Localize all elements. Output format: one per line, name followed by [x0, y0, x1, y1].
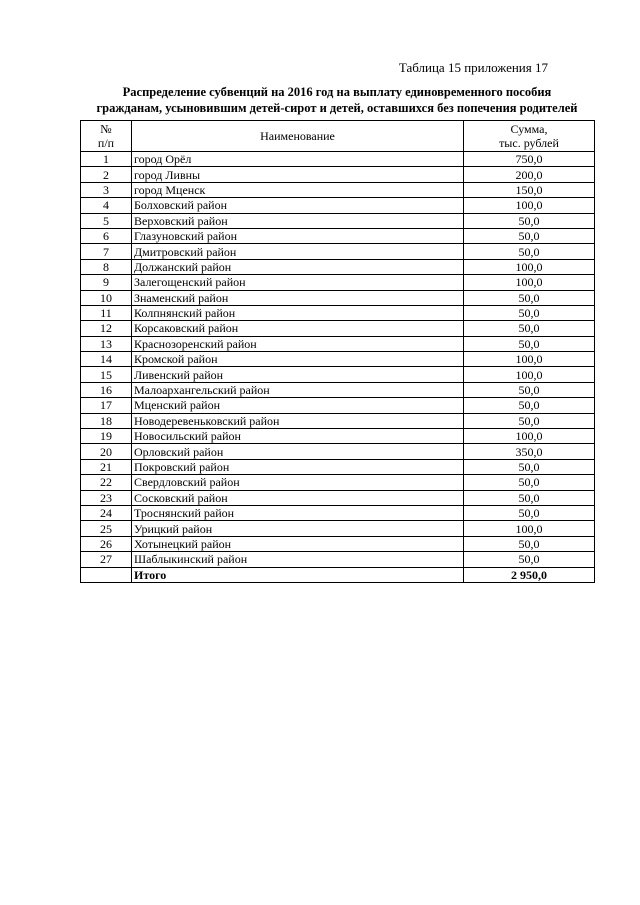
row-name: Шаблыкинский район [132, 552, 464, 567]
row-num: 4 [81, 198, 132, 213]
table-row [81, 275, 595, 290]
table-row [81, 167, 595, 182]
row-num: 24 [81, 505, 132, 520]
row-sum: 50,0 [464, 382, 595, 397]
row-sum: 50,0 [464, 336, 595, 351]
row-sum: 50,0 [464, 228, 595, 243]
row-name: Новодеревеньковский район [132, 413, 464, 428]
row-num: 22 [81, 475, 132, 490]
row-num: 2 [81, 167, 132, 182]
row-num: 26 [81, 536, 132, 551]
row-sum: 50,0 [464, 305, 595, 320]
row-num: 8 [81, 259, 132, 274]
table-row [81, 444, 595, 459]
row-name: Знаменский район [132, 290, 464, 305]
table-row [81, 228, 595, 243]
table-row [81, 505, 595, 520]
row-sum: 200,0 [464, 167, 595, 182]
row-sum: 100,0 [464, 367, 595, 382]
row-sum: 50,0 [464, 505, 595, 520]
table-row [81, 152, 595, 167]
row-name: Верховский район [132, 213, 464, 228]
table-row [81, 213, 595, 228]
table-row [81, 259, 595, 274]
header-sum-line-1: Сумма, [510, 122, 548, 136]
table-row [81, 413, 595, 428]
table-row [81, 459, 595, 474]
table-body [81, 152, 595, 583]
row-name: город Ливны [132, 167, 464, 182]
table-row [81, 321, 595, 336]
document-title [80, 84, 594, 116]
row-name: город Орёл [132, 152, 464, 167]
row-sum: 100,0 [464, 259, 595, 274]
table-row [81, 352, 595, 367]
header-num-line-2: п/п [97, 136, 115, 150]
row-sum: 50,0 [464, 536, 595, 551]
table-row [81, 290, 595, 305]
header-sum [464, 121, 595, 152]
row-name: город Мценск [132, 182, 464, 197]
row-num: 6 [81, 228, 132, 243]
row-name: Мценский район [132, 398, 464, 413]
row-num: 17 [81, 398, 132, 413]
row-name: Болховский район [132, 198, 464, 213]
row-num: 27 [81, 552, 132, 567]
row-sum: 100,0 [464, 429, 595, 444]
row-name: Новосильский район [132, 429, 464, 444]
header-name: Наименование [132, 121, 464, 152]
row-sum: 50,0 [464, 552, 595, 567]
table-header [81, 121, 595, 152]
total-label: Итого [132, 567, 464, 582]
header-sum-line-2: тыс. рублей [499, 136, 559, 150]
title-line-2: гражданам, усыновившим детей-сирот и детей, оставшихся без попечения родителей [96, 101, 578, 115]
row-sum: 50,0 [464, 413, 595, 428]
table-row [81, 429, 595, 444]
row-sum: 50,0 [464, 459, 595, 474]
header-row [81, 121, 595, 152]
appendix-label: Таблица 15 приложения 17 [398, 60, 548, 75]
total-sum: 2 950,0 [464, 567, 595, 582]
row-sum: 100,0 [464, 275, 595, 290]
row-name: Орловский район [132, 444, 464, 459]
total-row [81, 567, 595, 582]
row-num: 23 [81, 490, 132, 505]
row-sum: 150,0 [464, 182, 595, 197]
row-sum: 100,0 [464, 521, 595, 536]
row-num: 16 [81, 382, 132, 397]
subsidy-table [80, 120, 595, 583]
row-name: Хотынецкий район [132, 536, 464, 551]
header-num-line-1: № [100, 122, 112, 136]
row-sum: 50,0 [464, 475, 595, 490]
row-num: 11 [81, 305, 132, 320]
row-num: 18 [81, 413, 132, 428]
row-name: Троснянский район [132, 505, 464, 520]
row-name: Урицкий район [132, 521, 464, 536]
row-sum: 350,0 [464, 444, 595, 459]
total-num [81, 567, 132, 582]
row-num: 1 [81, 152, 132, 167]
row-num: 12 [81, 321, 132, 336]
table-row [81, 182, 595, 197]
row-sum: 50,0 [464, 213, 595, 228]
row-sum: 50,0 [464, 244, 595, 259]
row-num: 10 [81, 290, 132, 305]
table-row [81, 244, 595, 259]
table-row [81, 536, 595, 551]
row-name: Корсаковский район [132, 321, 464, 336]
row-name: Свердловский район [132, 475, 464, 490]
row-name: Покровский район [132, 459, 464, 474]
row-name: Должанский район [132, 259, 464, 274]
row-num: 25 [81, 521, 132, 536]
row-num: 9 [81, 275, 132, 290]
row-num: 20 [81, 444, 132, 459]
row-name: Колпнянский район [132, 305, 464, 320]
table-row [81, 552, 595, 567]
row-num: 7 [81, 244, 132, 259]
row-sum: 50,0 [464, 321, 595, 336]
title-line-1: Распределение субвенций на 2016 год на выплату единовременного пособия [122, 85, 552, 99]
row-sum: 50,0 [464, 290, 595, 305]
row-sum: 50,0 [464, 398, 595, 413]
row-name: Залегощенский район [132, 275, 464, 290]
table-row [81, 198, 595, 213]
table-row [81, 490, 595, 505]
row-name: Дмитровский район [132, 244, 464, 259]
row-num: 14 [81, 352, 132, 367]
row-num: 3 [81, 182, 132, 197]
row-name: Ливенский район [132, 367, 464, 382]
table-row [81, 305, 595, 320]
table-row [81, 475, 595, 490]
table-row [81, 367, 595, 382]
row-num: 5 [81, 213, 132, 228]
row-num: 21 [81, 459, 132, 474]
row-num: 19 [81, 429, 132, 444]
row-name: Малоархангельский район [132, 382, 464, 397]
row-num: 15 [81, 367, 132, 382]
table-row [81, 521, 595, 536]
header-num [81, 121, 132, 152]
row-name: Кромской район [132, 352, 464, 367]
row-sum: 100,0 [464, 352, 595, 367]
row-name: Глазуновский район [132, 228, 464, 243]
table-row [81, 382, 595, 397]
table-row [81, 398, 595, 413]
row-name: Краснозоренский район [132, 336, 464, 351]
row-sum: 750,0 [464, 152, 595, 167]
row-sum: 100,0 [464, 198, 595, 213]
row-name: Сосковский район [132, 490, 464, 505]
row-sum: 50,0 [464, 490, 595, 505]
table-row [81, 336, 595, 351]
row-num: 13 [81, 336, 132, 351]
